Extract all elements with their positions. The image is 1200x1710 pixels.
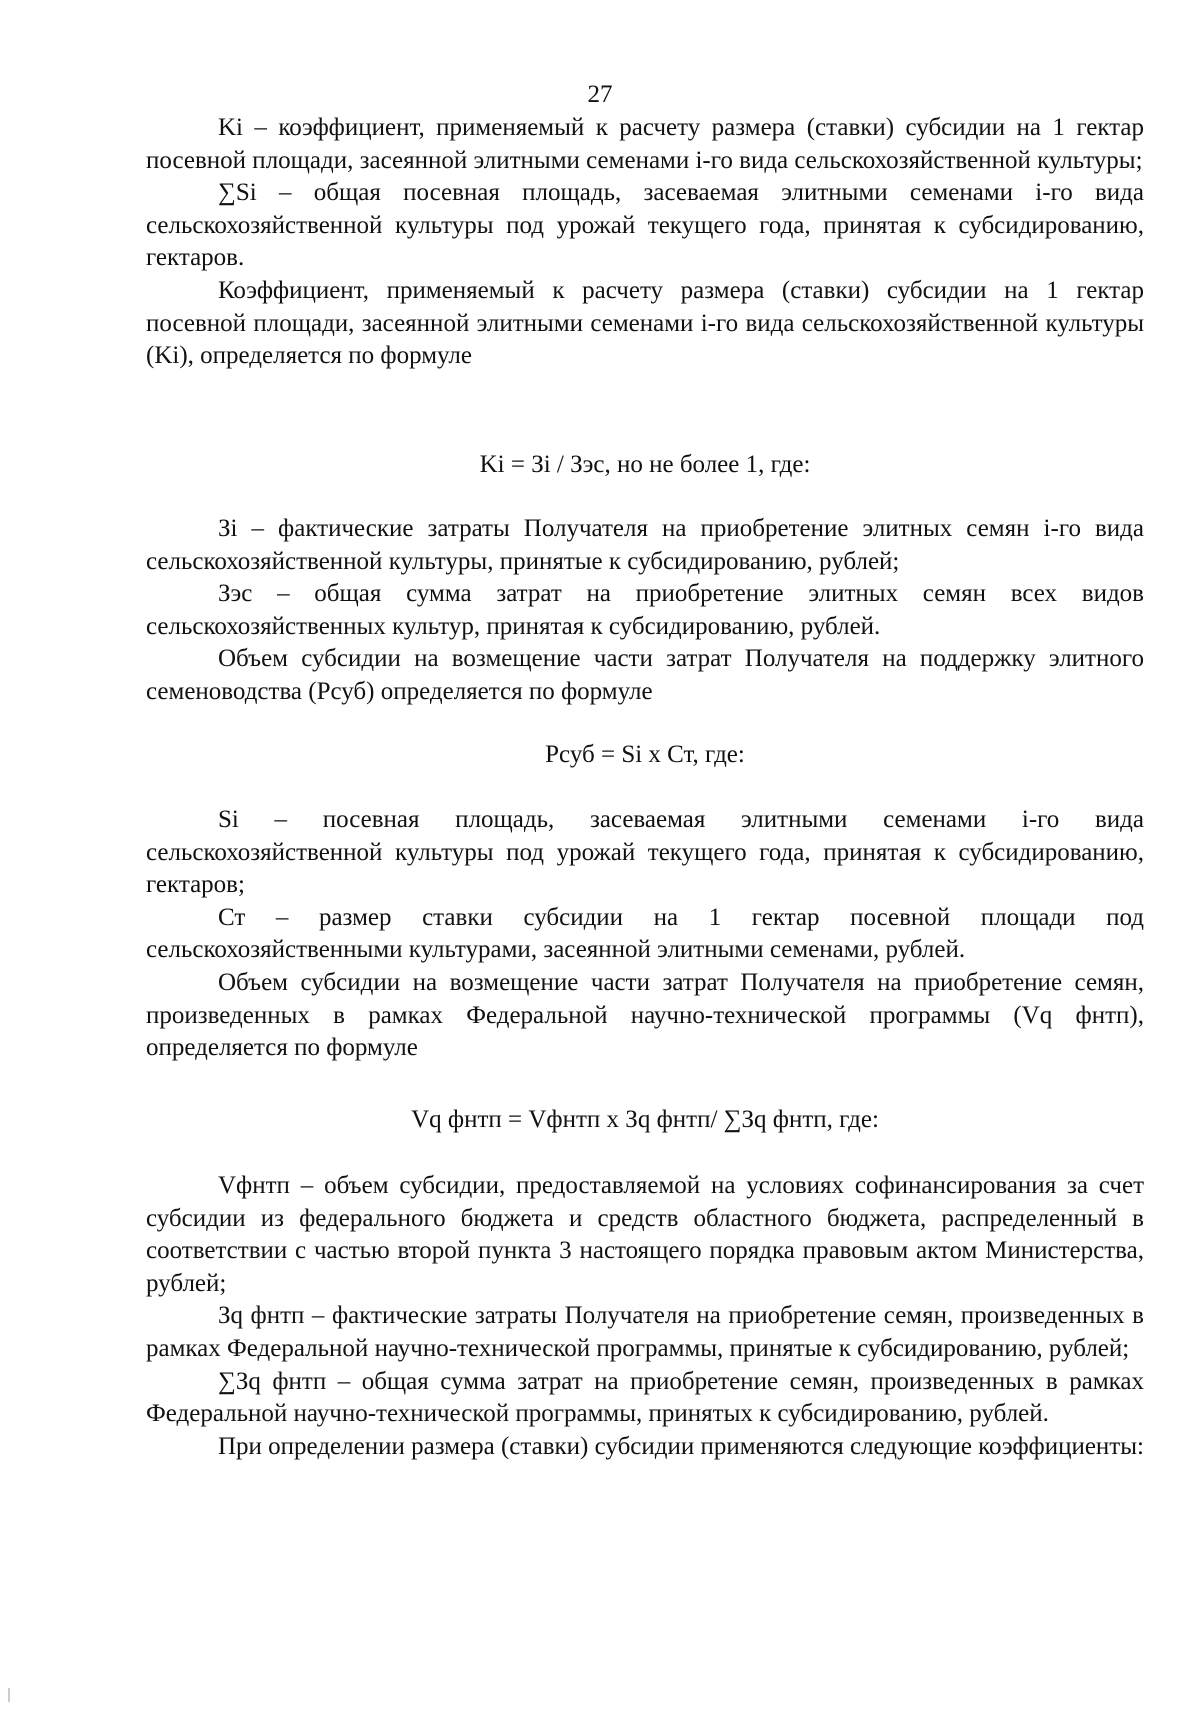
definition-si: Si – посевная площадь, засеваемая элитными семенами i-го вида сельскохозяйственной культуры под урожай текущего года, принятая к субсидированию, гектаров; [146,806,1144,899]
definition-sum-si: ∑Si – общая посевная площадь, засеваемая элитными семенами i-го вида сельскохозяйственной культуры под урожай текущего года, принятая к субсидированию, гектаров. [146,179,1144,272]
definition-sum-zq-fntp: ∑Зq фнтп – общая сумма затрат на приобретение семян, произведенных в рамках Федеральной научно-технической программы, принятых к субсидированию, рублей. [146,1367,1144,1428]
scan-edge-mark [8,1688,10,1702]
definition-zes: Зэс – общая сумма затрат на приобретение элитных семян всех видов сельскохозяйственных культур, принятая к субсидированию, рублей. [146,580,1144,640]
definition-st: Ст – размер ставки субсидии на 1 гектар посевной площади под сельскохозяйственными культурами, засеянной элитными семенами, рублей. [146,903,1144,964]
page-number: 27 [587,81,613,108]
definition-vfntp: Vфнтп – объем субсидии, предоставляемой на условиях софинансирования за счет субсидии из федерального бюджета и средств областного бюджета, распределенный в соответствии с частью второй пункта 3 настоящего порядка правовым актом Министерства, рублей; [146,1172,1144,1297]
formula-ki: Ki = Зi / Зэс, но не более 1, где: [479,451,811,478]
definition-ki: Ki – коэффициент, применяемый к расчету размера (ставки) субсидии на 1 гектар посевной площади, засеянной элитными семенами i-го вида сельскохозяйственной культуры; [146,114,1144,174]
formula-rsub-block [146,739,1144,772]
definition-zq-fntp: Зq фнтп – фактические затраты Получателя на приобретение семян, произведенных в рамках Федеральной научно-технической программы, принятые к субсидированию, рублей; [146,1302,1144,1362]
definitions-block-2 [146,513,1144,709]
formula-rsub: Рсуб = Si x Ст, где: [545,741,745,768]
paragraph-vq-formula-intro: Объем субсидии на возмещение части затрат Получателя на приобретение семян, произведенных в рамках Федеральной научно-технической программы (Vq фнтп), определяется по формуле [146,968,1144,1062]
formula-vq: Vq фнтп = Vфнтп x Зq фнтп/ ∑Зq фнтп, где: [411,1106,879,1133]
paragraph-ki-formula-intro: Коэффициент, применяемый к расчету размера (ставки) субсидии на 1 гектар посевной площади, засеянной элитными семенами i-го вида сельскохозяйственной культуры (Ki), определяется по формуле [146,276,1144,370]
definition-zi: Зi – фактические затраты Получателя на приобретение элитных семян i-го вида сельскохозяйственной культуры, принятые к субсидированию, рублей; [146,515,1144,575]
definitions-block-1 [146,112,1144,373]
paragraph-rsub-formula-intro: Объем субсидии на возмещение части затрат Получателя на поддержку элитного семеноводства (Рсуб) определяется по формуле [146,645,1144,705]
paragraph-coefficients-intro: При определении размера (ставки) субсидии применяются следующие коэффициенты: [218,1432,1144,1460]
definitions-block-3 [146,804,1144,1065]
formula-vq-block [146,1104,1144,1137]
formula-ki-block [146,449,1144,482]
definitions-block-4 [146,1170,1144,1463]
